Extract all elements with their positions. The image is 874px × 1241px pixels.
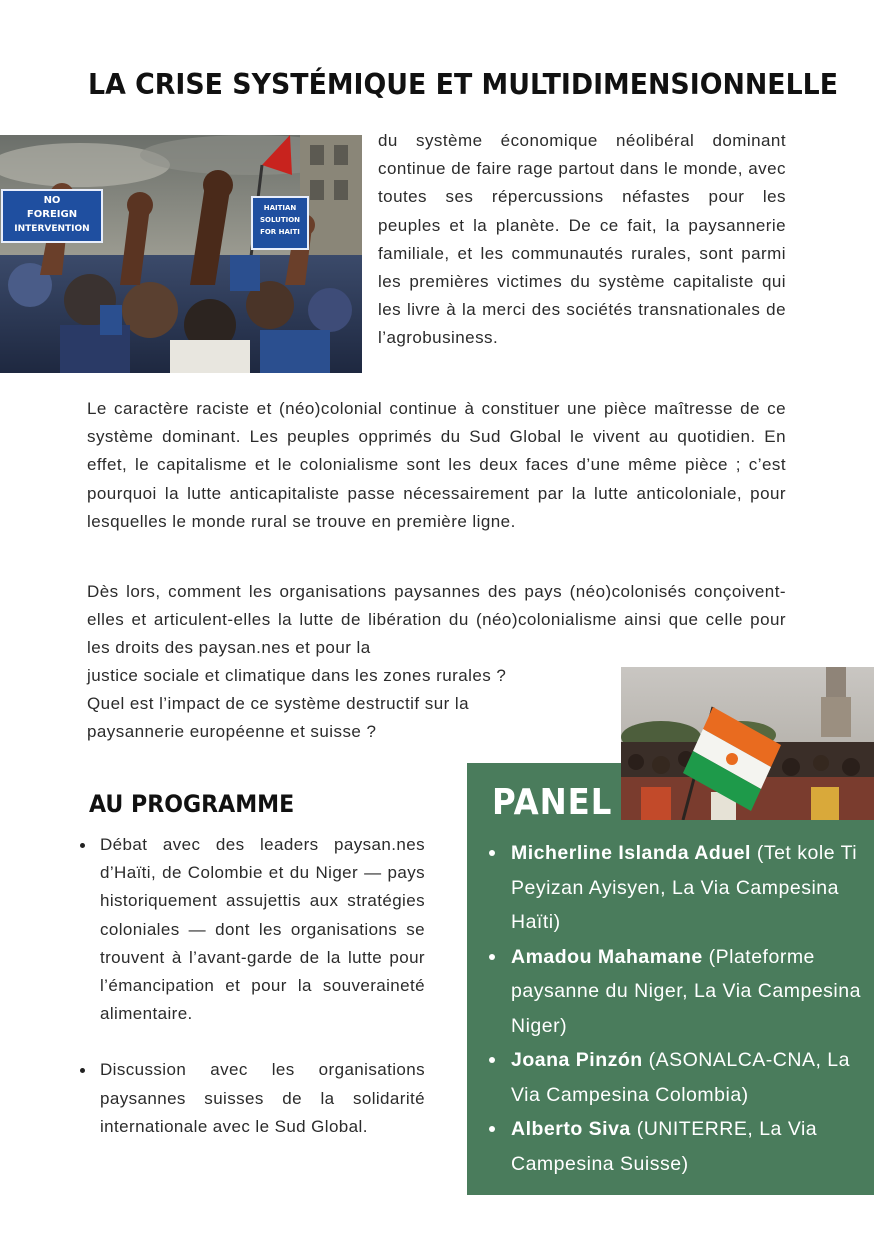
panel-member [511, 940, 863, 1044]
sign-left-line1: NO [43, 195, 61, 206]
panel-list [511, 836, 863, 1181]
panel-member-affiliation: (ASONALCA-CNA, La Via Campesina Colombia) [511, 1049, 850, 1106]
panel-member-name: Amadou Mahamane [511, 945, 703, 968]
question-line-2: Quel est l’impact de ce système destructif sur la [87, 694, 470, 714]
sign-right-line1: HAITIAN [263, 204, 297, 212]
question-continued [87, 662, 607, 747]
panel-member-name: Alberto Siva [511, 1118, 631, 1140]
panel-member [511, 1112, 863, 1181]
panel-member-affiliation: (Plateforme paysanne du Niger, La Via Campesina Niger) [511, 945, 861, 1037]
programme-title: AU PROGRAMME [89, 790, 295, 818]
question-line-3: paysannerie européenne et suisse ? [87, 722, 377, 742]
niger-flag-illustration [621, 667, 874, 820]
protest-illustration [0, 135, 362, 373]
sign-left-line3: INTERVENTION [14, 224, 90, 234]
panel-member-name: Joana Pinzón [511, 1049, 643, 1071]
question-paragraph: Dès lors, comment les organisations paysannes des pays (néo)colonisés conçoivent-elles et articulent-elles la lutte de libération du (néo)colonialisme ainsi que celle pour les droits des paysan.nes et pour la [87, 582, 786, 658]
niger-flag-photo [621, 667, 874, 820]
panel-member-name: Micherline Islanda Aduel [511, 842, 751, 864]
colonial-paragraph: Le caractère raciste et (néo)colonial continue à constituer une pièce maîtresse de ce système dominant. Les peuples opprimés du Sud Global le vivent au quotidien. En effet, le capitalisme et le colonialisme sont les deux faces d’une même pièce ; c’est pourquoi la lutte anticapitaliste passe nécessairement par la lutte anticoloniale, pour lesquelles le monde rural se trouve en première ligne. [87, 399, 786, 531]
panel-member-affiliation: (UNITERRE, La Via Campesina Suisse) [511, 1118, 818, 1175]
sign-right-line3: FOR HAITI [260, 228, 300, 236]
sign-left-line2: FOREIGN [26, 209, 78, 220]
programme-item-debate: Débat avec des leaders paysan.nes d’Haïti, de Colombie et du Niger — pays historiquement assujettis aux stratégies coloniales — dont les organisations se trouvent à l’avant-garde de la lutte pour l’émancipation et pour la souveraineté alimentaire. [100, 831, 425, 1028]
sign-right-line2: SOLUTION [259, 216, 301, 224]
protest-photo [0, 135, 362, 373]
panel-member [511, 1043, 863, 1112]
panel-member-affiliation: (Tet kole Ti Peyizan Ayisyen, La Via Campesina Haïti) [511, 842, 858, 933]
programme-item-discussion: Discussion avec les organisations paysannes suisses de la solidarité internationale avec le Sud Global. [100, 1056, 425, 1141]
page-title: LA CRISE SYSTÉMIQUE ET MULTIDIMENSIONNELLE [88, 68, 839, 101]
panel-title: PANEL [492, 782, 613, 823]
intro-paragraph: du système économique néolibéral dominant continue de faire rage partout dans le monde, avec toutes ses répercussions néfastes pour les peuples et la planète. De ce fait, la paysannerie familiale, et les communautés rurales, sont parmi les premières victimes du système capitaliste qui les livre à la merci des sociétés transnationales de l’agrobusiness. [378, 131, 786, 348]
panel-member [511, 836, 863, 940]
question-line-1: justice sociale et climatique dans les zones rurales ? [87, 666, 507, 685]
programme-list [100, 831, 425, 1141]
